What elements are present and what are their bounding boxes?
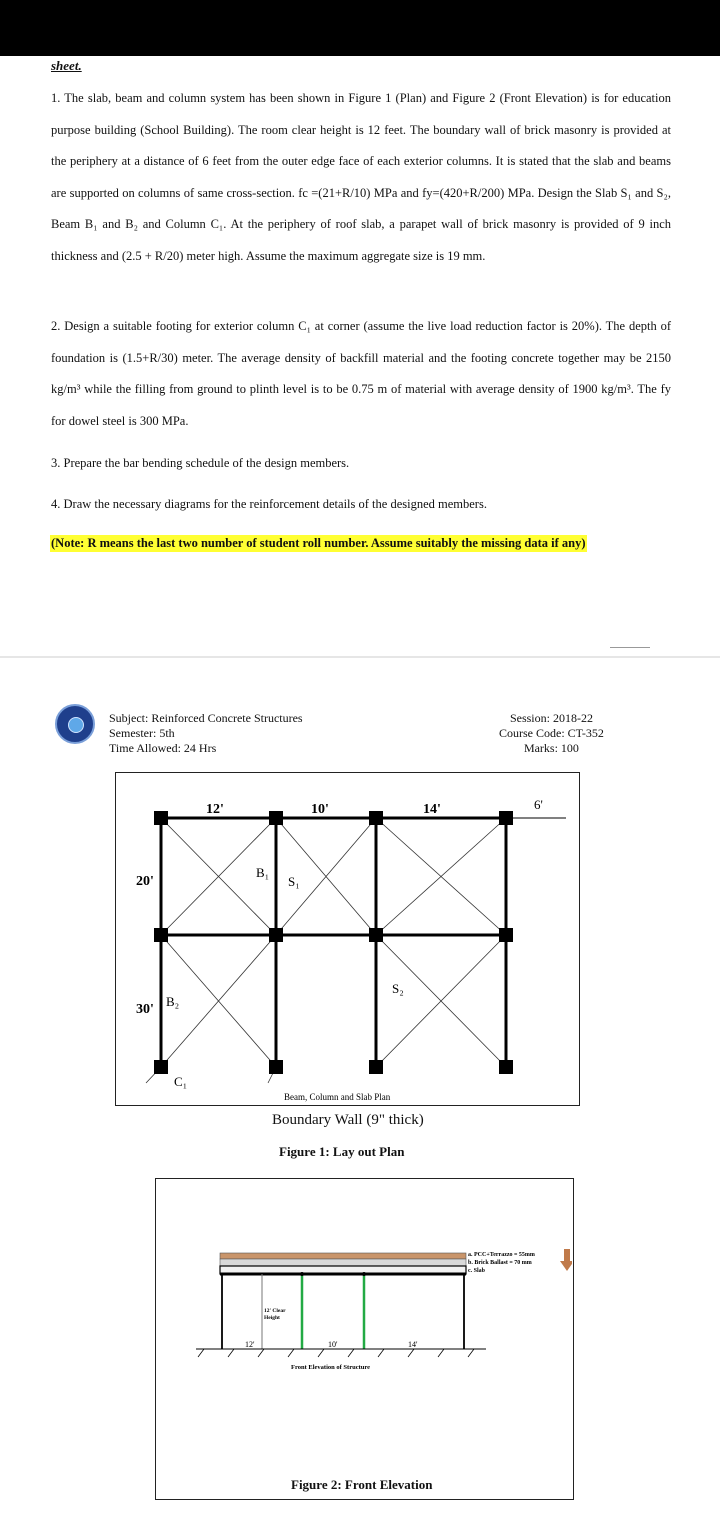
- layer-b-label: b. Brick Ballast = 70 mm: [468, 1260, 532, 1266]
- course-code-text: Course Code: CT-352: [499, 726, 604, 740]
- boundary-wall-label: Boundary Wall (9" thick): [272, 1112, 424, 1128]
- elevation-columns: [222, 1274, 464, 1349]
- green-columns: [302, 1274, 364, 1349]
- slab-diagonals: [146, 818, 506, 1083]
- figure-1-plan: [115, 772, 580, 1106]
- header-right: [499, 711, 604, 756]
- column: [154, 928, 168, 942]
- beam-b2-label: B₂: [166, 994, 180, 1009]
- slab-s2-label: S₂: [392, 981, 404, 996]
- faint-mark: [610, 647, 650, 648]
- sheet-word: sheet.: [51, 58, 82, 73]
- elev-span-3: 14': [408, 1340, 418, 1349]
- bay-2-label: 30': [136, 1002, 154, 1017]
- column: [154, 811, 168, 825]
- columns: [154, 811, 513, 1074]
- question-4: 4. Draw the necessary diagrams for the reinforcement details of the designed members.: [51, 497, 487, 511]
- column: [369, 1060, 383, 1074]
- column: [499, 811, 513, 825]
- down-arrow-icon: [560, 1249, 572, 1271]
- figure-1-caption: Figure 1: Lay out Plan: [279, 1144, 405, 1159]
- subject-text: Subject: Reinforced Concrete Structures: [109, 711, 303, 725]
- clear-height-label-1: 12' Clear: [264, 1308, 286, 1314]
- note-highlight: (Note: R means the last two number of student roll number. Assume suitably the missing data if any): [51, 536, 586, 550]
- marks-text: Marks: 100: [523, 741, 579, 755]
- question-1: 1. The slab, beam and column system has been shown in Figure 1 (Plan) and Figure 2 (Front Elevation) is for education purpose building (School Building). The room clear height is 12 feet. The boundary wall of brick masonry is provided at the periphery at a distance of 6 feet from the outer edge face of each exterior columns. It is stated that the slab and beams are supported on columns of same cross-section. fc =(21+R/10) MPa and fy=(420+R/200) MPa. Design the Slab S₁ and S₂, Beam B₁ and B₂ and Column C₁. At the periphery of roof slab, a parapet wall of brick masonry is provided of 9 inch thickness and (2.5 + R/20) meter high. Assume the maximum aggregate size is 19 mm.: [51, 91, 671, 263]
- time-text: Time Allowed: 24 Hrs: [109, 741, 217, 755]
- elevation-drawing: [156, 1179, 572, 1498]
- question-3: 3. Prepare the bar bending schedule of the design members.: [51, 456, 350, 470]
- span-2-label: 10': [311, 802, 329, 817]
- session-text: Session: 2018-22: [509, 711, 593, 725]
- layer-c-label: c. Slab: [468, 1268, 486, 1274]
- column: [499, 1060, 513, 1074]
- university-logo-icon: [55, 704, 95, 744]
- top-black-bar: [0, 0, 720, 56]
- plan-label: Beam, Column and Slab Plan: [284, 1092, 391, 1102]
- slab-s1-label: S₁: [288, 874, 300, 889]
- column-c1: [154, 1060, 168, 1074]
- ground-hatch: [198, 1349, 474, 1357]
- pcc-terrazzo-layer: [220, 1253, 466, 1259]
- span-1-label: 12': [206, 802, 224, 817]
- column-c1-label: C₁: [174, 1074, 188, 1089]
- span-3-label: 14': [423, 802, 441, 817]
- brick-ballast-layer: [220, 1259, 466, 1266]
- bay-1-label: 20': [136, 874, 154, 889]
- column: [269, 928, 283, 942]
- elev-span-1: 12': [245, 1340, 255, 1349]
- plan-drawing: [116, 773, 578, 1104]
- figure-2-elevation: [155, 1178, 574, 1500]
- column: [369, 811, 383, 825]
- beam-b1-label: B₁: [256, 865, 270, 880]
- beam-grid: [161, 818, 506, 1067]
- layer-a-label: a. PCC+Terrazzo = 55mm: [468, 1252, 535, 1258]
- figure-2-caption: Figure 2: Front Elevation: [291, 1477, 433, 1492]
- question-2: 2. Design a suitable footing for exterior column C₁ at corner (assume the live load reduction factor is 20%). The depth of foundation is (1.5+R/30) meter. The average density of backfill material and the footing concrete together may be 2150 kg/m³ while the filling from ground to plinth level is to be 0.75 m of material with average density of 1900 kg/m³. The fy for dowel steel is 300 MPa.: [51, 319, 671, 428]
- elev-span-2: 10': [328, 1340, 338, 1349]
- column: [499, 928, 513, 942]
- setback-label: 6': [534, 797, 543, 812]
- column: [269, 811, 283, 825]
- semester-text: Semester: 5th: [109, 726, 175, 740]
- page-separator: [0, 656, 720, 658]
- elevation-label: Front Elevation of Structure: [291, 1364, 371, 1371]
- header-left: [109, 711, 303, 756]
- column: [269, 1060, 283, 1074]
- column: [369, 928, 383, 942]
- clear-height-label-2: Height: [264, 1315, 280, 1321]
